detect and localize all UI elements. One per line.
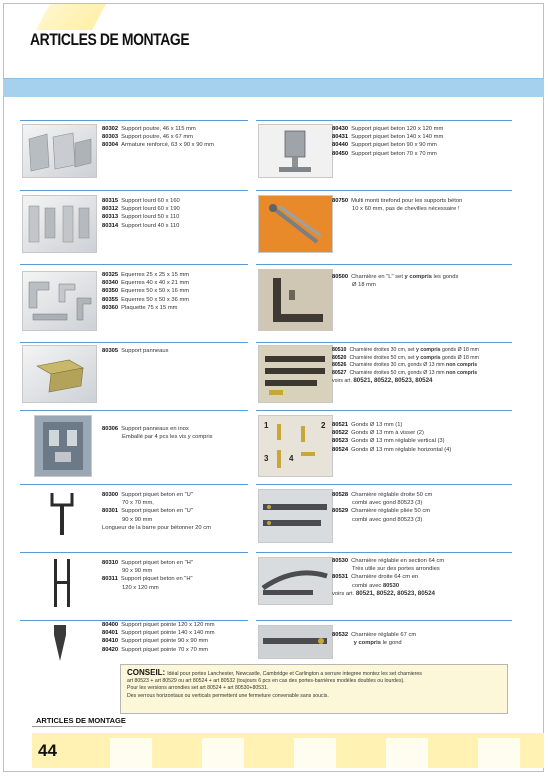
item-desc: Plaquette 75 x 15 mm bbox=[121, 304, 178, 311]
item-code: 80450 bbox=[332, 150, 349, 157]
item-code: 80521 bbox=[332, 422, 349, 428]
product-row-support-piquet-beton bbox=[256, 120, 512, 182]
item-line bbox=[102, 133, 214, 141]
item-code: 80325 bbox=[102, 272, 119, 278]
item-emphasis: 80530 bbox=[382, 582, 400, 589]
item-desc: Gonds Ø 13 mm (1) bbox=[351, 422, 403, 428]
item-code: 80523 bbox=[332, 438, 349, 445]
item-code: 80313 bbox=[102, 214, 119, 221]
item-list bbox=[102, 197, 180, 230]
item-code: 80360 bbox=[102, 304, 119, 311]
item-list bbox=[102, 491, 211, 532]
charnieres-droites-image bbox=[258, 345, 333, 403]
conseil-line-1: Idéal pour portes Lanchester, Newcastle, Cambridge et Carlington a serrure integree montez les set charnieres bbox=[167, 671, 422, 677]
item-code: 80340 bbox=[102, 280, 119, 287]
gond-label-2: 2 bbox=[321, 421, 326, 430]
item-line bbox=[332, 631, 416, 639]
item-desc: Emballé par 4 pcs les vis y compris bbox=[122, 434, 213, 441]
item-emphasis: non compris bbox=[446, 369, 478, 376]
item-code: 80440 bbox=[332, 142, 349, 149]
item-line bbox=[102, 584, 193, 592]
item-line bbox=[332, 347, 479, 355]
item-desc: Gonds Ø 13 mm à visser (2) bbox=[351, 430, 424, 437]
item-line bbox=[332, 499, 432, 507]
item-note: Longueur de la barre pour bétonner 20 cm bbox=[102, 524, 211, 531]
charniere-section-image bbox=[258, 557, 333, 605]
item-list bbox=[102, 271, 189, 312]
item-line bbox=[332, 362, 479, 370]
support-poutre-image bbox=[22, 124, 97, 178]
conseil-line-3: Pour les versions arrondies set art 80524 + art 80530+80531. bbox=[127, 685, 269, 692]
item-desc: Equerres 40 x 40 x 21 mm bbox=[121, 280, 190, 287]
item-desc: Charnière droites 30 cm, set bbox=[349, 347, 417, 353]
item-desc: Support lourd 60 x 160 bbox=[121, 198, 180, 204]
product-row-support-panneaux bbox=[20, 342, 248, 404]
product-row-multi-monti bbox=[256, 190, 512, 258]
item-line bbox=[102, 491, 211, 499]
item-desc: 70 x 70 mm, bbox=[122, 500, 154, 507]
item-desc: Equerres 50 x 50 x 36 mm bbox=[121, 296, 190, 303]
item-list bbox=[102, 125, 214, 150]
item-desc: Charnière réglable droite 50 cm bbox=[351, 492, 433, 498]
item-line bbox=[102, 516, 211, 524]
item-desc: 10 x 60 mm, pas de chevilles nécessaire ! bbox=[352, 206, 460, 213]
item-line bbox=[102, 125, 214, 133]
item-code: 80306 bbox=[102, 426, 119, 432]
item-code: 80400 bbox=[102, 622, 119, 628]
item-line bbox=[102, 507, 211, 515]
item-emphasis: y compris bbox=[353, 640, 382, 647]
item-code: 80355 bbox=[102, 296, 119, 303]
see-also-prefix: voirs art. bbox=[332, 378, 354, 385]
see-also-prefix: voirs art. bbox=[332, 590, 356, 597]
item-desc: Support piquet beton 90 x 90 mm bbox=[351, 142, 437, 149]
item-list bbox=[332, 421, 451, 454]
item-desc: Gonds Ø 13 mm réglable vertical (3) bbox=[351, 438, 445, 445]
item-line bbox=[102, 222, 180, 230]
item-line bbox=[332, 197, 462, 205]
item-line bbox=[332, 507, 432, 515]
item-desc: Support piquet beton 120 x 120 mm bbox=[351, 126, 444, 132]
item-line bbox=[332, 639, 416, 647]
item-list bbox=[332, 197, 462, 213]
support-piquet-beton-image bbox=[258, 124, 333, 178]
item-desc: Support poutre, 46 x 115 mm bbox=[121, 126, 196, 132]
item-list bbox=[332, 557, 444, 598]
item-code: 80500 bbox=[332, 274, 349, 280]
product-row-charnieres-droites bbox=[256, 342, 512, 404]
product-row-support-piquet-pointe bbox=[20, 620, 248, 664]
footer-deco-block bbox=[202, 738, 244, 768]
support-piquet-pointe-image bbox=[40, 623, 80, 663]
item-line bbox=[332, 281, 458, 289]
item-code: 80520 bbox=[332, 354, 347, 361]
item-emphasis: non compris bbox=[446, 362, 478, 369]
item-line bbox=[102, 205, 180, 213]
item-desc: Support panneaux en inox bbox=[121, 426, 189, 432]
item-code: 80305 bbox=[102, 348, 119, 354]
item-code: 80312 bbox=[102, 206, 119, 213]
support-panneaux-inox-image bbox=[34, 415, 92, 477]
product-row-support-panneaux-inox bbox=[20, 410, 248, 478]
see-also-refs: 80521, 80522, 80523, 80524 bbox=[353, 377, 433, 385]
item-code: 80350 bbox=[102, 288, 119, 295]
item-line bbox=[102, 197, 180, 205]
item-desc: Multi monti tirefond pour les supports béton bbox=[351, 198, 463, 204]
item-code: 80526 bbox=[332, 362, 347, 369]
item-desc: combi avec gond 80523 (3) bbox=[352, 500, 423, 507]
item-code: 80302 bbox=[102, 126, 119, 132]
item-line bbox=[102, 271, 189, 279]
item-emphasis: y compris bbox=[416, 347, 441, 353]
item-line bbox=[102, 621, 215, 629]
item-code: 80529 bbox=[332, 508, 349, 515]
item-desc: Support piquet pointe 140 x 140 mm bbox=[121, 630, 215, 637]
footer-deco-block bbox=[478, 738, 520, 768]
item-desc: Support panneaux bbox=[121, 348, 169, 354]
support-lourd-image bbox=[22, 195, 97, 253]
gond-label-3: 3 bbox=[264, 454, 269, 463]
product-row-equerres bbox=[20, 264, 248, 336]
conseil-line-2: art 80523 + art 80529 ou art 80524 + art 80532 (toujours 6 pcs en cas des portes-barrières modèles doubles ou lourdes). bbox=[127, 678, 405, 685]
item-code: 80528 bbox=[332, 492, 349, 498]
item-code: 80530 bbox=[332, 558, 349, 564]
product-row-charniere-reglable bbox=[256, 484, 512, 546]
item-code: 80527 bbox=[332, 369, 347, 376]
item-desc-suffix: gonds Ø 18 mm bbox=[440, 354, 479, 361]
item-desc: Support lourd 40 x 110 bbox=[121, 222, 180, 229]
item-desc: Support piquet pointe 90 x 90 mm bbox=[121, 638, 209, 645]
item-line bbox=[102, 279, 189, 287]
charniere-reglable-image bbox=[258, 489, 333, 543]
item-line bbox=[332, 565, 444, 573]
item-line bbox=[332, 446, 451, 454]
item-desc: combi avec gond 80523 (3) bbox=[352, 516, 423, 523]
item-line bbox=[332, 125, 443, 133]
page-number: 44 bbox=[38, 741, 57, 760]
item-desc: Support piquet beton en "H" bbox=[121, 560, 193, 566]
item-code: 80420 bbox=[102, 646, 119, 653]
item-line bbox=[332, 573, 444, 581]
item-list bbox=[102, 621, 215, 654]
footer-deco-block bbox=[294, 738, 336, 768]
conseil-header: CONSEIL: bbox=[127, 668, 166, 677]
item-code: 80524 bbox=[332, 446, 349, 453]
support-piquet-u-image bbox=[34, 487, 90, 543]
item-code: 80304 bbox=[102, 142, 119, 149]
product-row-gonds bbox=[256, 410, 512, 478]
product-row-charniere-l bbox=[256, 264, 512, 336]
item-line bbox=[102, 213, 180, 221]
item-desc: Charnière réglable pliée 50 cm bbox=[351, 508, 431, 515]
gonds-image bbox=[258, 415, 333, 477]
item-desc: 120 x 120 mm bbox=[122, 584, 159, 591]
page-title: ARTICLES DE MONTAGE bbox=[30, 30, 190, 49]
item-desc: Ø 18 mm bbox=[352, 282, 376, 289]
item-code: 80311 bbox=[102, 576, 118, 583]
item-desc: Charnière droites 50 cm, set bbox=[349, 354, 417, 361]
product-row-charniere-section bbox=[256, 552, 512, 614]
item-line bbox=[102, 287, 189, 295]
item-line bbox=[102, 637, 215, 645]
footer-deco-block bbox=[386, 738, 428, 768]
equerres-image bbox=[22, 271, 97, 331]
item-desc: Support piquet beton 70 x 70 mm bbox=[351, 150, 437, 157]
gond-label-1: 1 bbox=[264, 421, 269, 430]
item-desc: Support lourd 50 x 110 bbox=[121, 214, 180, 221]
item-code: 80431 bbox=[332, 134, 349, 141]
item-desc: Charnière droites 30 cm, gonds Ø 13 mm bbox=[349, 362, 447, 369]
item-desc: 90 x 90 mm bbox=[122, 516, 153, 523]
item-line bbox=[102, 629, 215, 637]
item-desc: Support poutre, 46 x 67 mm bbox=[121, 134, 193, 141]
item-desc: 90 x 90 mm bbox=[122, 568, 153, 575]
item-code: 80303 bbox=[102, 134, 119, 141]
footer-label: ARTICLES DE MONTAGE bbox=[36, 716, 126, 725]
item-line bbox=[332, 370, 479, 378]
item-code: 80430 bbox=[332, 126, 349, 132]
item-line bbox=[102, 567, 193, 575]
item-list bbox=[102, 347, 169, 355]
product-row-support-poutre bbox=[20, 120, 248, 182]
header-band bbox=[3, 78, 544, 97]
item-line bbox=[332, 141, 443, 149]
item-line bbox=[102, 575, 193, 583]
item-desc: combi avec bbox=[352, 582, 383, 589]
item-code: 80310 bbox=[102, 560, 119, 566]
item-desc: Armature renforcé, 63 x 90 x 90 mm bbox=[121, 142, 214, 149]
item-desc: Equerres 25 x 25 x 15 mm bbox=[121, 272, 190, 278]
product-row-support-piquet-u bbox=[20, 484, 248, 546]
item-desc: Charnière en "L" set bbox=[351, 274, 405, 280]
item-desc: Support piquet beton en "H" bbox=[120, 576, 193, 583]
item-line bbox=[102, 425, 213, 433]
item-line bbox=[332, 355, 479, 363]
item-code: 80301 bbox=[102, 508, 119, 515]
item-line bbox=[332, 516, 432, 524]
item-code: 80532 bbox=[332, 632, 349, 638]
item-code: 80750 bbox=[332, 198, 349, 204]
item-line bbox=[332, 582, 444, 590]
charniere-l-image bbox=[258, 269, 333, 331]
item-code: 80522 bbox=[332, 430, 349, 437]
item-desc: Support piquet pointe 120 x 120 mm bbox=[121, 622, 215, 628]
item-desc-suffix: le gond bbox=[381, 640, 402, 647]
item-list bbox=[332, 273, 458, 289]
item-code: 80531 bbox=[332, 574, 349, 581]
gond-label-4: 4 bbox=[289, 454, 294, 463]
item-desc: Gonds Ø 13 mm réglable horizontal (4) bbox=[351, 446, 452, 453]
item-desc: Charnière droite 64 cm en bbox=[351, 574, 419, 581]
item-line bbox=[332, 205, 462, 213]
item-desc: Charnière droites 50 cm, gonds Ø 13 mm bbox=[349, 369, 447, 376]
item-desc: Support lourd 60 x 190 bbox=[121, 206, 180, 213]
item-code: 80410 bbox=[102, 638, 119, 645]
item-desc: Support piquet beton en "U" bbox=[121, 492, 193, 498]
item-line bbox=[102, 433, 213, 441]
product-row-charniere-67 bbox=[256, 620, 512, 664]
item-list bbox=[332, 125, 443, 158]
item-desc-suffix: les gonds bbox=[431, 274, 459, 280]
item-line bbox=[332, 150, 443, 158]
item-desc: Equerres 50 x 50 x 16 mm bbox=[121, 288, 190, 295]
item-line bbox=[102, 646, 215, 654]
item-line bbox=[332, 491, 432, 499]
item-list bbox=[102, 425, 213, 441]
footer-rule bbox=[32, 726, 122, 727]
item-line bbox=[102, 347, 169, 355]
item-line bbox=[102, 559, 193, 567]
item-code: 80314 bbox=[102, 222, 119, 229]
item-desc: Support piquet beton en "U" bbox=[121, 508, 193, 515]
item-list bbox=[332, 347, 479, 386]
charniere-67-image bbox=[258, 625, 333, 659]
item-list bbox=[332, 631, 416, 647]
item-list bbox=[332, 491, 432, 524]
item-list bbox=[102, 559, 193, 592]
footer-deco-block bbox=[110, 738, 152, 768]
item-code: 80401 bbox=[102, 630, 119, 637]
item-desc: Charnière réglable 67 cm bbox=[351, 632, 417, 638]
multi-monti-image bbox=[258, 195, 333, 253]
item-desc: Très utile sur des portes arrondies bbox=[352, 566, 440, 573]
item-line bbox=[332, 421, 451, 429]
item-line bbox=[332, 273, 458, 281]
support-piquet-h-image bbox=[34, 555, 90, 613]
item-emphasis: y compris bbox=[404, 274, 432, 280]
item-desc: Charnière réglable en section 64 cm bbox=[351, 558, 445, 564]
item-line bbox=[332, 557, 444, 565]
conseil-line-4: Des verrous horizontaux ou verticals permettent une fermeture convenable sans soucis. bbox=[127, 692, 329, 699]
support-panneaux-image bbox=[22, 345, 97, 403]
item-line bbox=[102, 141, 214, 149]
item-line bbox=[102, 304, 189, 312]
page-number-bar bbox=[32, 733, 544, 768]
see-also-refs: 80521, 80522, 80523, 80524 bbox=[355, 589, 435, 597]
item-emphasis: y compris bbox=[416, 354, 441, 361]
item-line bbox=[332, 437, 451, 445]
item-line bbox=[332, 429, 451, 437]
conseil-box bbox=[120, 664, 508, 714]
item-code: 80510 bbox=[332, 347, 347, 353]
see-also bbox=[332, 590, 444, 598]
item-desc: Support piquet pointe 70 x 70 mm bbox=[121, 646, 209, 653]
item-line bbox=[102, 296, 189, 304]
product-row-support-lourd bbox=[20, 190, 248, 258]
item-line bbox=[102, 499, 211, 507]
see-also bbox=[332, 377, 479, 386]
product-row-support-piquet-h bbox=[20, 552, 248, 614]
item-desc: Support piquet beton 140 x 140 mm bbox=[351, 134, 444, 141]
item-desc-suffix: gonds Ø 18 mm bbox=[440, 347, 479, 353]
item-code: 80300 bbox=[102, 492, 119, 498]
item-line bbox=[332, 133, 443, 141]
item-code: 80315 bbox=[102, 198, 119, 204]
